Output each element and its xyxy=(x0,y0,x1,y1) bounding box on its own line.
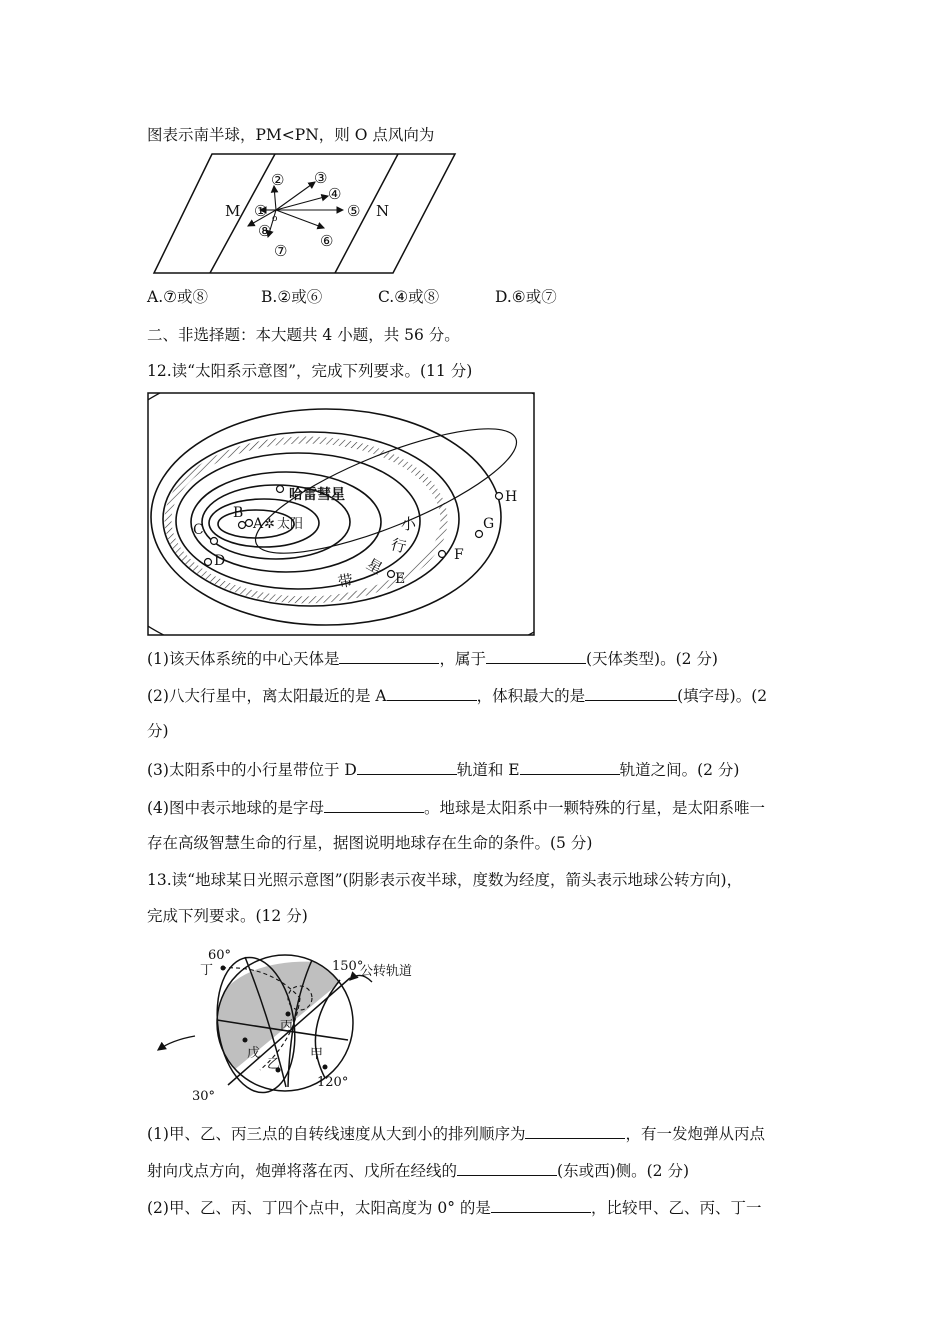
q12-part3: (3)太阳系中的小行星带位于 D 轨道和 E 轨道之间。(2 分) xyxy=(147,758,739,781)
answer-blank[interactable] xyxy=(491,1196,591,1213)
q11-num-5: ⑤ xyxy=(347,202,361,220)
q11-num-3: ③ xyxy=(314,169,328,187)
q11-num-6: ⑥ xyxy=(320,232,334,250)
q11-num-4: ④ xyxy=(328,185,342,203)
answer-blank[interactable] xyxy=(357,758,457,775)
q12-letter-d: D xyxy=(214,553,226,569)
answer-blank[interactable] xyxy=(339,647,439,664)
q13-deg-30: 30° xyxy=(192,1089,216,1104)
q12-letter-h: H xyxy=(505,489,518,505)
q12-letter-f: F xyxy=(454,547,464,563)
q13-title-line2: 完成下列要求。(12 分) xyxy=(147,907,308,925)
q12-solar-system-figure xyxy=(146,391,536,637)
q13-part1-cont: 射向戊点方向，炮弹将落在丙、戊所在经线的 (东或西)侧。(2 分) xyxy=(147,1159,689,1182)
svg-text:✲: ✲ xyxy=(264,517,275,532)
answer-blank[interactable] xyxy=(525,1122,625,1139)
q13-orbit-label: 公转轨道 xyxy=(360,964,413,979)
q11-option-d: D.⑥或⑦ xyxy=(495,288,557,306)
q13-deg-60: 60° xyxy=(208,948,232,963)
q12-letter-e: E xyxy=(395,571,406,587)
answer-blank[interactable] xyxy=(324,796,424,813)
q13-point-bing: 丙 xyxy=(280,1019,294,1034)
q12-belt-char-2: 行 xyxy=(388,535,409,557)
q12-part2-cont: 分) xyxy=(147,722,169,740)
q13-title-line1: 13.读“地球某日光照示意图”(阴影表示夜半球，度数为经度，箭头表示地球公转方向)， xyxy=(147,871,743,889)
q11-stem: 图表示南半球，PM<PN，则 O 点风向为 xyxy=(147,126,435,144)
q12-part4-cont: 存在高级智慧生命的行星，据图说明地球存在生命的条件。(5 分) xyxy=(147,834,593,852)
q12-part2: (2)八大行星中，离太阳最近的是 A ，体积最大的是 (填字母)。(2 xyxy=(147,684,767,707)
q13-point-ding: 丁 xyxy=(200,963,214,978)
q12-part4: (4)图中表示地球的是字母 。地球是太阳系中一颗特殊的行星，是太阳系唯一 xyxy=(147,796,765,819)
q13-earth-illumination-figure xyxy=(150,940,420,1105)
q12-letter-a: A xyxy=(253,516,264,532)
answer-blank[interactable] xyxy=(457,1159,557,1176)
q12-letter-g: G xyxy=(483,516,495,532)
q11-pressure-diagram xyxy=(150,150,460,278)
answer-blank[interactable] xyxy=(585,684,677,701)
q12-part1: (1)该天体系统的中心天体是 ，属于 (天体类型)。(2 分) xyxy=(147,647,718,670)
q12-title: 12.读“太阳系示意图”，完成下列要求。(11 分) xyxy=(147,362,473,380)
answer-blank[interactable] xyxy=(387,684,477,701)
q11-label-m: M xyxy=(225,202,241,220)
answer-blank[interactable] xyxy=(520,758,620,775)
q13-point-yi: 乙 xyxy=(267,1057,281,1072)
q11-label-n: N xyxy=(376,202,390,220)
q13-deg-150: 150° xyxy=(332,959,364,974)
q12-letter-b: B xyxy=(233,505,244,521)
q12-belt-char-4: 带 xyxy=(336,570,355,592)
q13-part2: (2)甲、乙、丙、丁四个点中，太阳高度为 0° 的是 ，比较甲、乙、丙、丁一 xyxy=(147,1196,761,1219)
q12-belt-char-1: 小 xyxy=(401,515,417,533)
q11-num-7: ⑦ xyxy=(274,242,288,260)
q12-letter-c: C xyxy=(193,522,204,538)
q11-option-a: A.⑦或⑧ xyxy=(147,288,209,306)
q13-deg-120: 120° xyxy=(317,1075,349,1090)
q12-belt-char-3: 星 xyxy=(363,554,386,578)
section2-title: 二、非选择题：本大题共 4 小题，共 56 分。 xyxy=(147,326,460,344)
q11-option-c: C.④或⑧ xyxy=(378,288,440,306)
q11-num-1: ① xyxy=(254,202,268,220)
answer-blank[interactable] xyxy=(486,647,586,664)
q12-comet-label: 哈雷彗星 xyxy=(289,487,345,503)
q11-label-o: o xyxy=(272,214,278,224)
q13-point-wu: 戊 xyxy=(247,1046,261,1061)
q11-num-8: ⑧ xyxy=(258,222,272,240)
q11-num-2: ② xyxy=(271,171,285,189)
q12-sun-label: 太阳 xyxy=(277,517,304,532)
q13-part1: (1)甲、乙、丙三点的自转线速度从大到小的排列顺序为 ，有一发炮弹从丙点 xyxy=(147,1122,765,1145)
q13-point-jia: 甲 xyxy=(310,1047,324,1062)
q11-option-b: B.②或⑥ xyxy=(261,288,323,306)
